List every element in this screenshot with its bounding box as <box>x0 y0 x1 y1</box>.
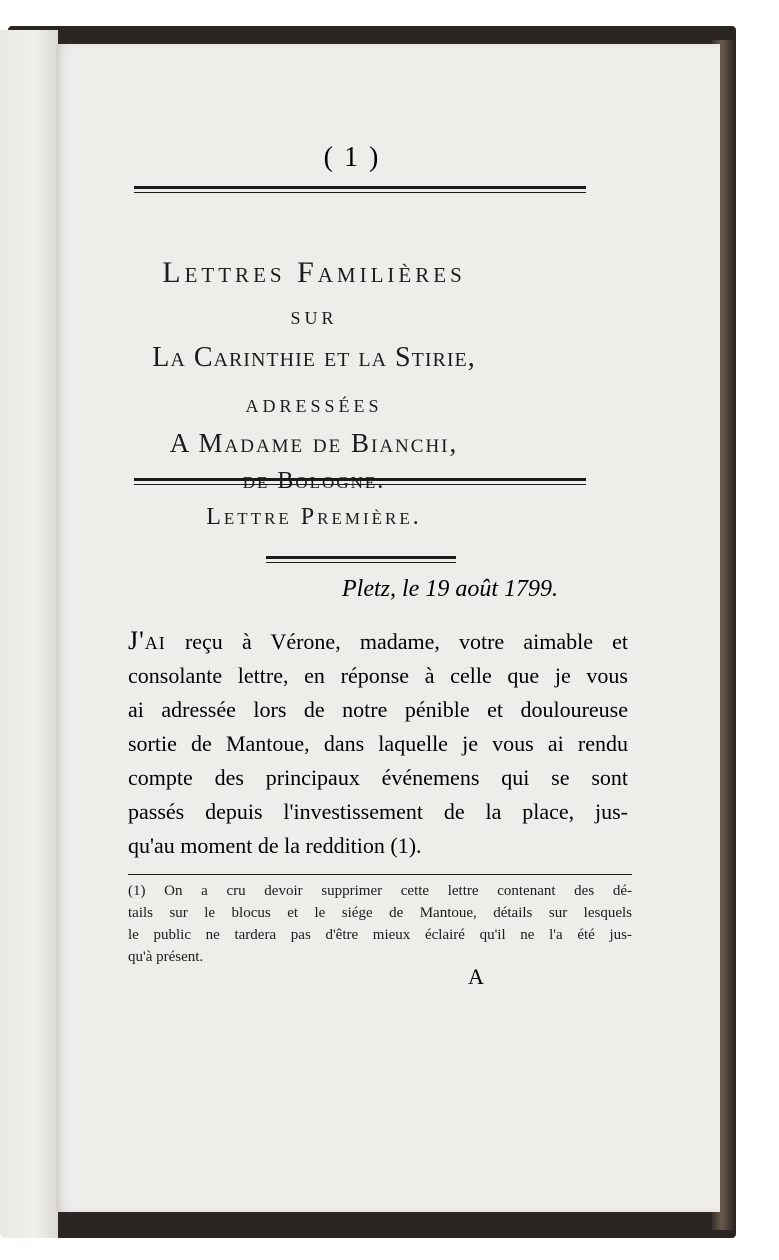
body-line: compte des principaux événemens qui se sont <box>128 765 628 790</box>
page-number: ( 1 ) <box>323 142 381 173</box>
body-line: ai adressée lors de notre pénible et douloureuse <box>128 697 628 722</box>
title-line-5: A Madame de Bianchi, <box>169 428 459 458</box>
body-line: J'ai reçu à Vérone, madame, votre aimable et <box>128 626 628 655</box>
title-line-6: de Bologne. <box>242 468 386 494</box>
title-line-1: Lettres Familières <box>162 256 466 289</box>
body-line: qu'au moment de la reddition (1). <box>128 833 422 858</box>
left-page-edge <box>0 30 58 1238</box>
title-line-4: ADRESSÉES <box>245 396 383 416</box>
letter-body <box>128 624 628 863</box>
footnote <box>128 880 632 968</box>
body-line: sortie de Mantoue, dans laquelle je vous ai rendu <box>128 731 628 756</box>
title-rule-top <box>134 186 586 189</box>
footnote-line: (1) On a cru devoir supprimer cette lettre contenant des dé- <box>128 883 632 899</box>
footnote-line: tails sur le blocus et le siége de Mantoue, détails sur lesquels <box>128 905 632 921</box>
section-heading: Lettre Première. <box>206 504 422 530</box>
dateline: Pletz, le 19 août 1799. <box>342 576 558 602</box>
drop-cap: J'ai <box>128 626 166 655</box>
body-line: consolante lettre, en réponse à celle que je vous <box>128 663 628 688</box>
title-line-2: SUR <box>290 308 338 328</box>
body-line: passés depuis l'investissement de la place, jus- <box>128 799 628 824</box>
footnote-rule <box>128 874 632 875</box>
section-rule <box>266 556 456 559</box>
footnote-line: qu'à présent. <box>128 949 204 965</box>
footnote-line: le public ne tardera pas d'être mieux éclairé qu'il ne l'a été jus- <box>128 927 632 943</box>
right-page <box>56 44 720 1212</box>
title-rule-bottom <box>134 478 586 481</box>
title-line-3: La Carinthie et la Stirie, <box>152 342 476 373</box>
signature-mark: A <box>468 964 484 989</box>
